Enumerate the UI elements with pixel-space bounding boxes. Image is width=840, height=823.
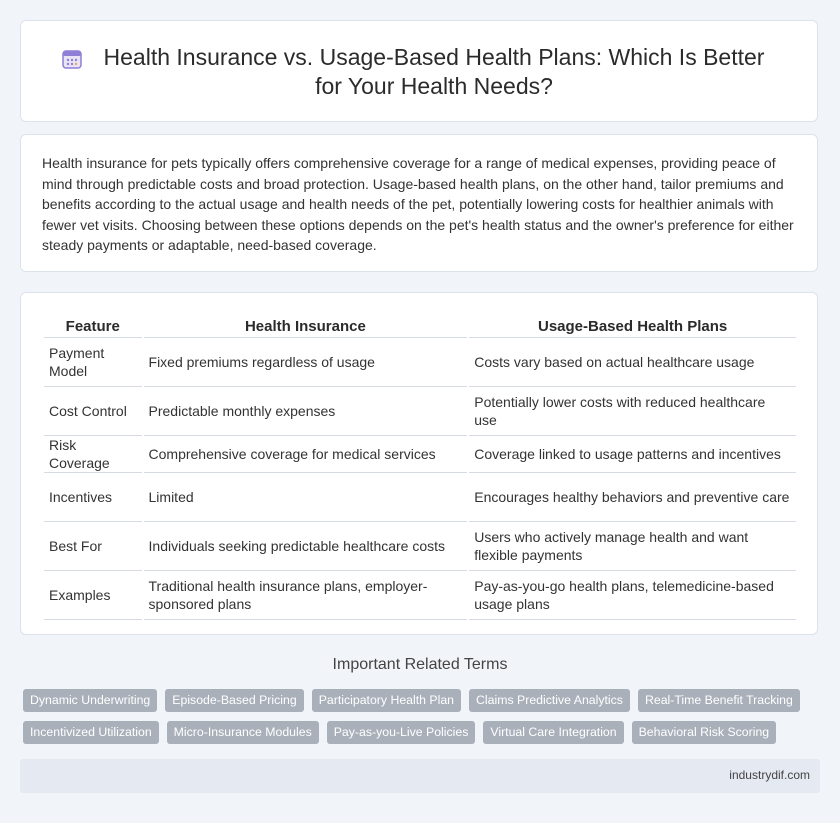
related-term-tag[interactable]: Incentivized Utilization [23, 721, 159, 744]
row-feature: Cost Control [44, 387, 142, 436]
table-row [44, 436, 796, 473]
row-usage-based: Users who actively manage health and want flexible payments [469, 522, 796, 571]
row-health-insurance: Comprehensive coverage for medical services [144, 436, 468, 473]
related-term-tag[interactable]: Dynamic Underwriting [23, 689, 157, 712]
row-usage-based: Potentially lower costs with reduced healthcare use [469, 387, 796, 436]
row-usage-based: Costs vary based on actual healthcare usage [469, 338, 796, 387]
row-health-insurance: Individuals seeking predictable healthcare costs [144, 522, 468, 571]
row-usage-based: Encourages healthy behaviors and preventive care [469, 473, 796, 522]
row-usage-based: Coverage linked to usage patterns and incentives [469, 436, 796, 473]
table-row [44, 571, 796, 620]
intro-card [20, 134, 818, 272]
comparison-card [20, 292, 818, 635]
footer-site-link[interactable]: industrydif.com [729, 768, 810, 782]
row-feature: Incentives [44, 473, 142, 522]
row-feature: Best For [44, 522, 142, 571]
table-row [44, 473, 796, 522]
row-health-insurance: Traditional health insurance plans, employer-sponsored plans [144, 571, 468, 620]
related-term-tag[interactable]: Claims Predictive Analytics [469, 689, 630, 712]
page-title: Health Insurance vs. Usage-Based Health Plans: Which Is Better for Your Health Needs? [103, 44, 765, 99]
table-header-row [44, 315, 796, 338]
table-row [44, 338, 796, 387]
header-health-insurance: Health Insurance [144, 315, 468, 338]
header-usage-based: Usage-Based Health Plans [469, 315, 796, 338]
row-feature: Risk Coverage [44, 436, 142, 473]
row-health-insurance: Limited [144, 473, 468, 522]
table-row [44, 387, 796, 436]
row-feature: Payment Model [44, 338, 142, 387]
related-term-tag[interactable]: Real-Time Benefit Tracking [638, 689, 800, 712]
footer-bar [20, 759, 820, 793]
table-row [44, 522, 796, 571]
related-term-tag[interactable]: Behavioral Risk Scoring [632, 721, 777, 744]
related-term-tag[interactable]: Pay-as-you-Live Policies [327, 721, 476, 744]
row-usage-based: Pay-as-you-go health plans, telemedicine-based usage plans [469, 571, 796, 620]
row-feature: Examples [44, 571, 142, 620]
header-feature: Feature [44, 315, 142, 338]
row-health-insurance: Fixed premiums regardless of usage [144, 338, 468, 387]
related-terms-list [23, 689, 813, 744]
related-term-tag[interactable]: Micro-Insurance Modules [167, 721, 319, 744]
title-card [20, 20, 818, 122]
row-health-insurance: Predictable monthly expenses [144, 387, 468, 436]
comparison-table [42, 315, 798, 620]
related-term-tag[interactable]: Virtual Care Integration [483, 721, 623, 744]
related-terms-title: Important Related Terms [332, 656, 508, 673]
related-term-tag[interactable]: Participatory Health Plan [312, 689, 461, 712]
intro-paragraph: Health insurance for pets typically offers comprehensive coverage for a range of medical expenses, providing peace of mind through predictable costs and broad protection. Usage-based health plans, on the other hand, tailor premiums and benefits according to the actual usage and health needs of the pet, potentially lowering costs for healthier animals with fewer vet visits. Choosing between these options depends on the pet's health status and the owner's preference for either steady payments or adaptable, need-based coverage. [42, 155, 794, 253]
related-term-tag[interactable]: Episode-Based Pricing [165, 689, 303, 712]
